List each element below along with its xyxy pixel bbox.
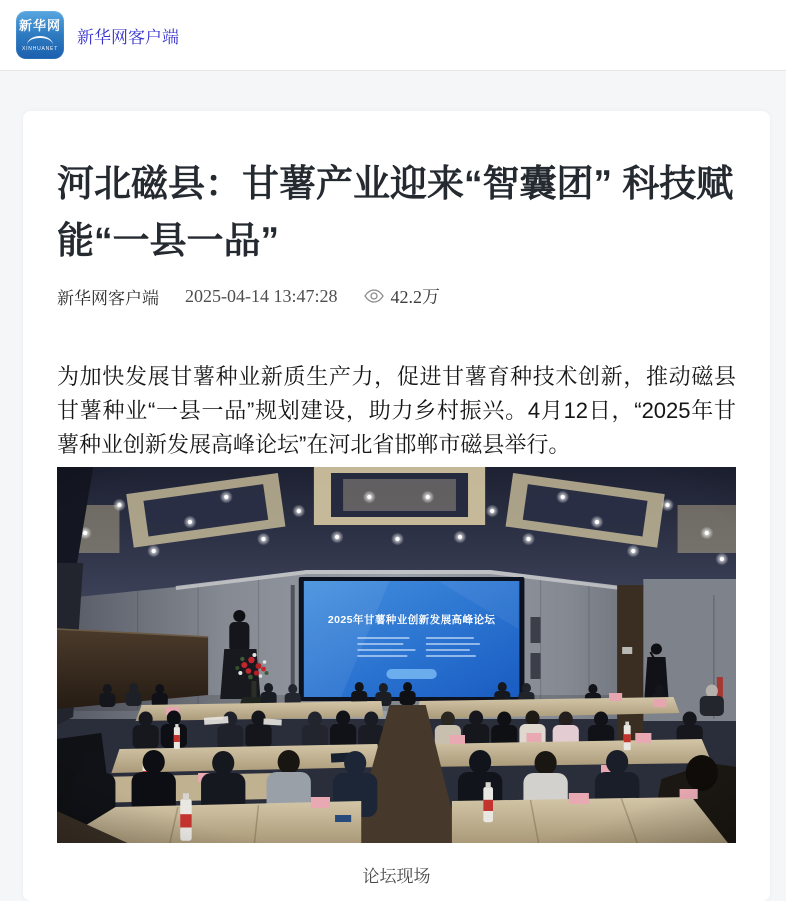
logo-arc	[27, 36, 53, 45]
byline	[57, 284, 736, 308]
article-datetime: 2025-04-14 13:47:28	[185, 285, 338, 306]
photo-vignette	[57, 467, 736, 843]
conference-photo-scene	[57, 467, 736, 843]
xinhuanet-logo-icon[interactable]	[16, 11, 64, 59]
logo-cn-text: 新华网	[18, 17, 61, 33]
app-name-link[interactable]: 新华网客户端	[77, 27, 179, 47]
eye-icon	[364, 289, 384, 303]
logo-en-text: XINHUANET	[21, 45, 59, 52]
article-photo[interactable]	[57, 467, 736, 843]
view-count-value: 42.2万	[390, 287, 440, 307]
article-title: 河北磁县：甘薯产业迎来“智囊团” 科技赋能“一县一品”	[57, 163, 734, 261]
article-source: 新华网客户端	[57, 288, 159, 308]
article-figure	[57, 467, 736, 887]
photo-caption: 论坛现场	[362, 867, 431, 886]
app-header	[0, 0, 786, 71]
article-card	[23, 111, 770, 901]
article-paragraph: 为加快发展甘薯种业新质生产力，促进甘薯育种技术创新，推动磁县甘薯种业“一县一品”规划建设，助力乡村振兴。4月12日，“2025年甘薯种业创新发展高峰论坛”在河北省邯郸市磁县举行。	[57, 364, 736, 457]
view-count	[364, 283, 441, 309]
